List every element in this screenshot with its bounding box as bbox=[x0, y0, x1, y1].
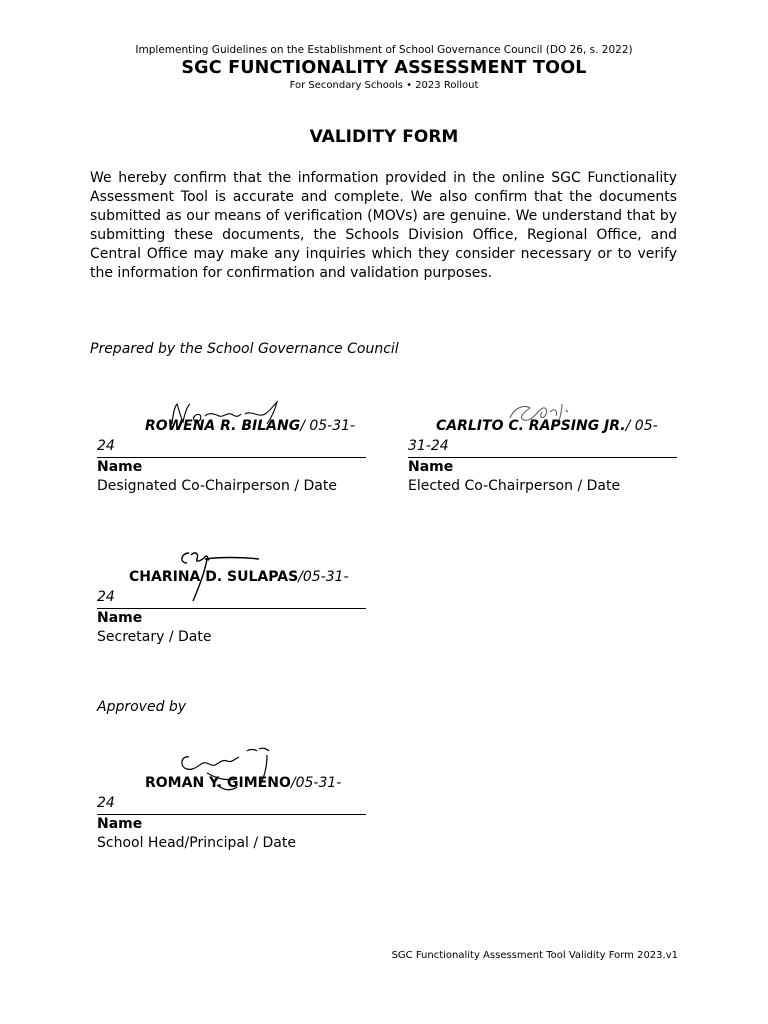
signatory-name: CHARINA D. SULAPAS bbox=[129, 569, 299, 585]
role-label: Secretary / Date bbox=[97, 629, 212, 645]
name-label: Name bbox=[97, 816, 143, 832]
approved-by-label: Approved by bbox=[97, 699, 187, 715]
rollout-subtitle: For Secondary Schools • 2023 Rollout bbox=[289, 80, 479, 91]
role-label: Elected Co-Chairperson / Date bbox=[408, 478, 621, 494]
signature-block-designated-co-chair bbox=[97, 416, 366, 496]
signatory-name: ROMAN Y. GIMENO bbox=[145, 775, 291, 791]
role-label: Designated Co-Chairperson / Date bbox=[97, 478, 337, 494]
prepared-by-label: Prepared by the School Governance Council bbox=[90, 341, 399, 357]
signature-block-elected-co-chair bbox=[408, 416, 677, 496]
signature-block-school-head bbox=[97, 773, 366, 853]
confirmation-statement: We hereby confirm that the information provided in the online SGC Functionality Assessment Tool is accurate and complete. We also confirm that the documents submitted as our means of verification (MOVs) are genuine. We understand that by submitting these documents, the Schools Division Office, Regional Office, and Central Office may make any inquiries which they consider necessary or to verify the information for confirmation and validation purposes. bbox=[90, 170, 677, 281]
signature-date: / 05-31-24 bbox=[97, 418, 356, 454]
footer-version: SGC Functionality Assessment Tool Validity Form 2023.v1 bbox=[391, 950, 678, 961]
document-title: SGC FUNCTIONALITY ASSESSMENT TOOL bbox=[181, 58, 587, 78]
form-title: VALIDITY FORM bbox=[309, 127, 459, 147]
signature-date: /05-31-24 bbox=[97, 569, 349, 605]
signatory-name: ROWENA R. BILANG bbox=[145, 418, 301, 434]
signatory-name: CARLITO C. RAPSING JR. bbox=[436, 418, 626, 434]
signature-block-secretary bbox=[97, 567, 366, 647]
name-label: Name bbox=[408, 459, 454, 475]
role-label: School Head/Principal / Date bbox=[97, 835, 296, 851]
name-label: Name bbox=[97, 459, 143, 475]
signature-date: /05-31-24 bbox=[97, 775, 342, 811]
name-label: Name bbox=[97, 610, 143, 626]
header-subtitle: Implementing Guidelines on the Establishment of School Governance Council (DO 26, s. 2022) bbox=[135, 44, 633, 56]
signature-date: / 05-31-24 bbox=[408, 418, 658, 454]
